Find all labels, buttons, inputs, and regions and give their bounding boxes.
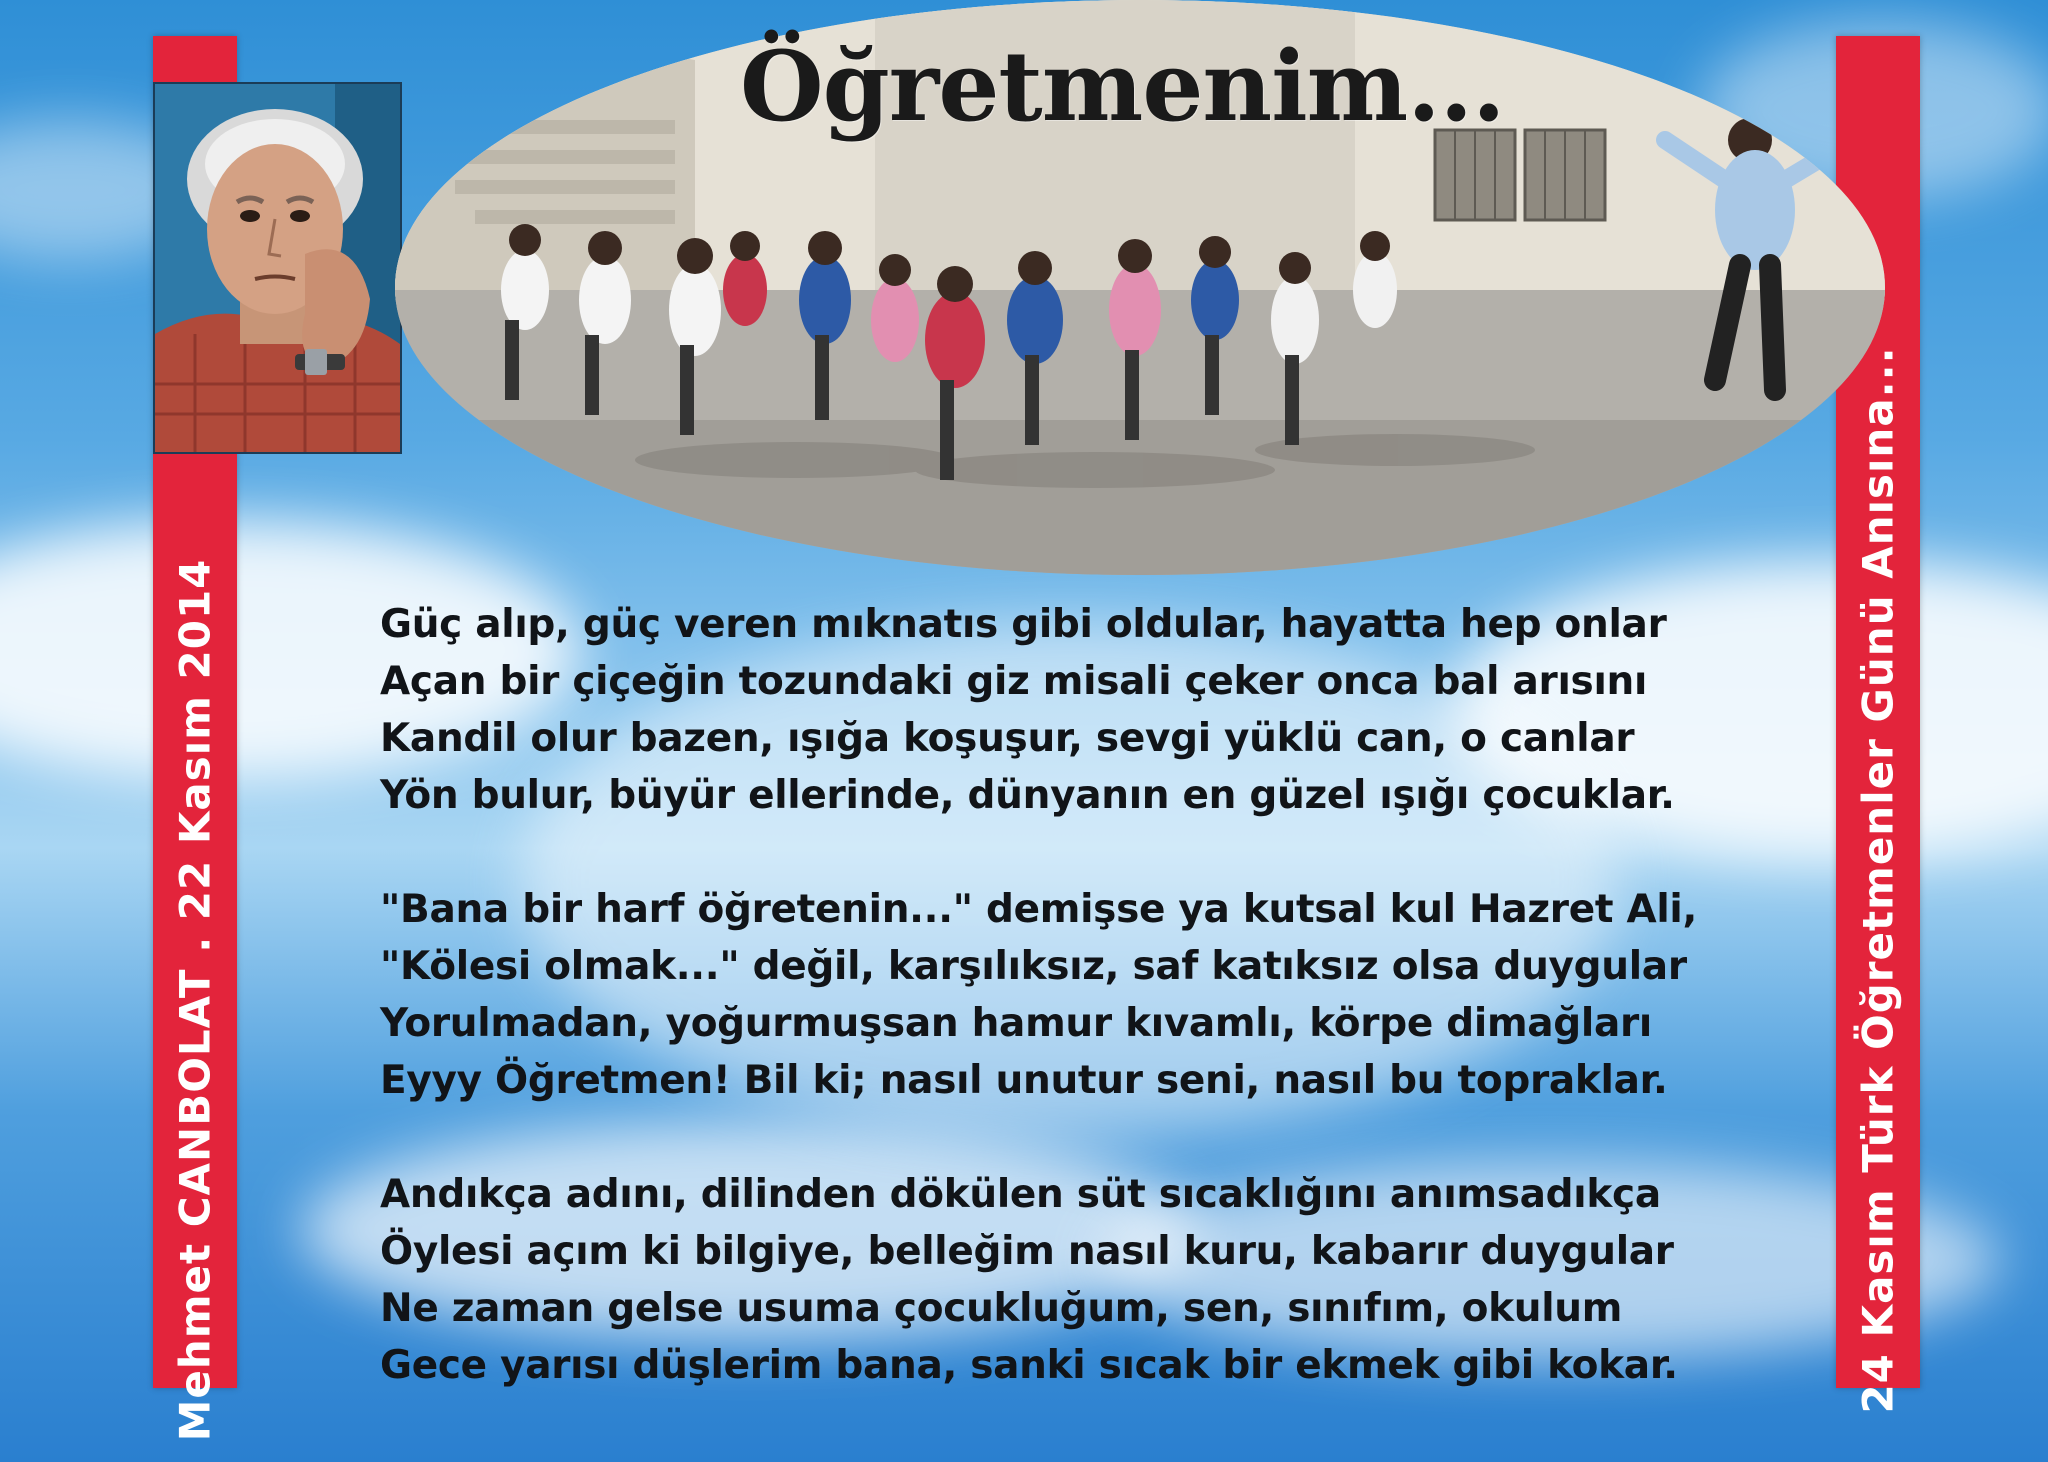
author-date-text: Mehmet CANBOLAT . 22 Kasım 2014 <box>170 558 220 1442</box>
poem-line: Eyyy Öğretmen! Bil ki; nasıl unutur seni, nasıl bu topraklar. <box>380 1058 1668 1103</box>
stanza-3 <box>380 1166 1820 1394</box>
poem-line: Açan bir çiçeğin tozundaki giz misali çeker onca bal arısını <box>380 659 1648 704</box>
poem-body <box>380 596 1820 1451</box>
author-portrait <box>153 82 402 454</box>
poem-line: Kandil olur bazen, ışığa koşuşur, sevgi yüklü can, o canlar <box>380 716 1635 761</box>
poem-line: Öylesi açım ki bilgiye, belleğim nasıl kuru, kabarır duygular <box>380 1229 1674 1274</box>
stanza-2 <box>380 881 1820 1109</box>
poem-line: "Bana bir harf öğretenin..." demişse ya kutsal kul Hazret Ali, <box>380 887 1698 932</box>
poem-line: Gece yarısı düşlerim bana, sanki sıcak bir ekmek gibi kokar. <box>380 1343 1678 1388</box>
poem-line: Ne zaman gelse usuma çocukluğum, sen, sınıfım, okulum <box>380 1286 1623 1331</box>
portrait-illustration <box>155 84 400 452</box>
stanza-1 <box>380 596 1820 824</box>
poem-title: Öğretmenim... <box>740 30 1505 143</box>
poem-line: "Kölesi olmak..." değil, karşılıksız, saf katıksız olsa duygular <box>380 944 1687 989</box>
poem-line: Yorulmadan, yoğurmuşsan hamur kıvamlı, körpe dimağları <box>380 1001 1653 1046</box>
poem-line: Güç alıp, güç veren mıknatıs gibi oldular, hayatta hep onlar <box>380 602 1667 647</box>
poem-line: Yön bulur, büyür ellerinde, dünyanın en güzel ışığı çocuklar. <box>380 773 1675 818</box>
dedication-text: 24 Kasım Türk Öğretmenler Günü Anısına... <box>1853 346 1903 1414</box>
poem-line: Andıkça adını, dilinden dökülen süt sıcaklığını anımsadıkça <box>380 1172 1661 1217</box>
